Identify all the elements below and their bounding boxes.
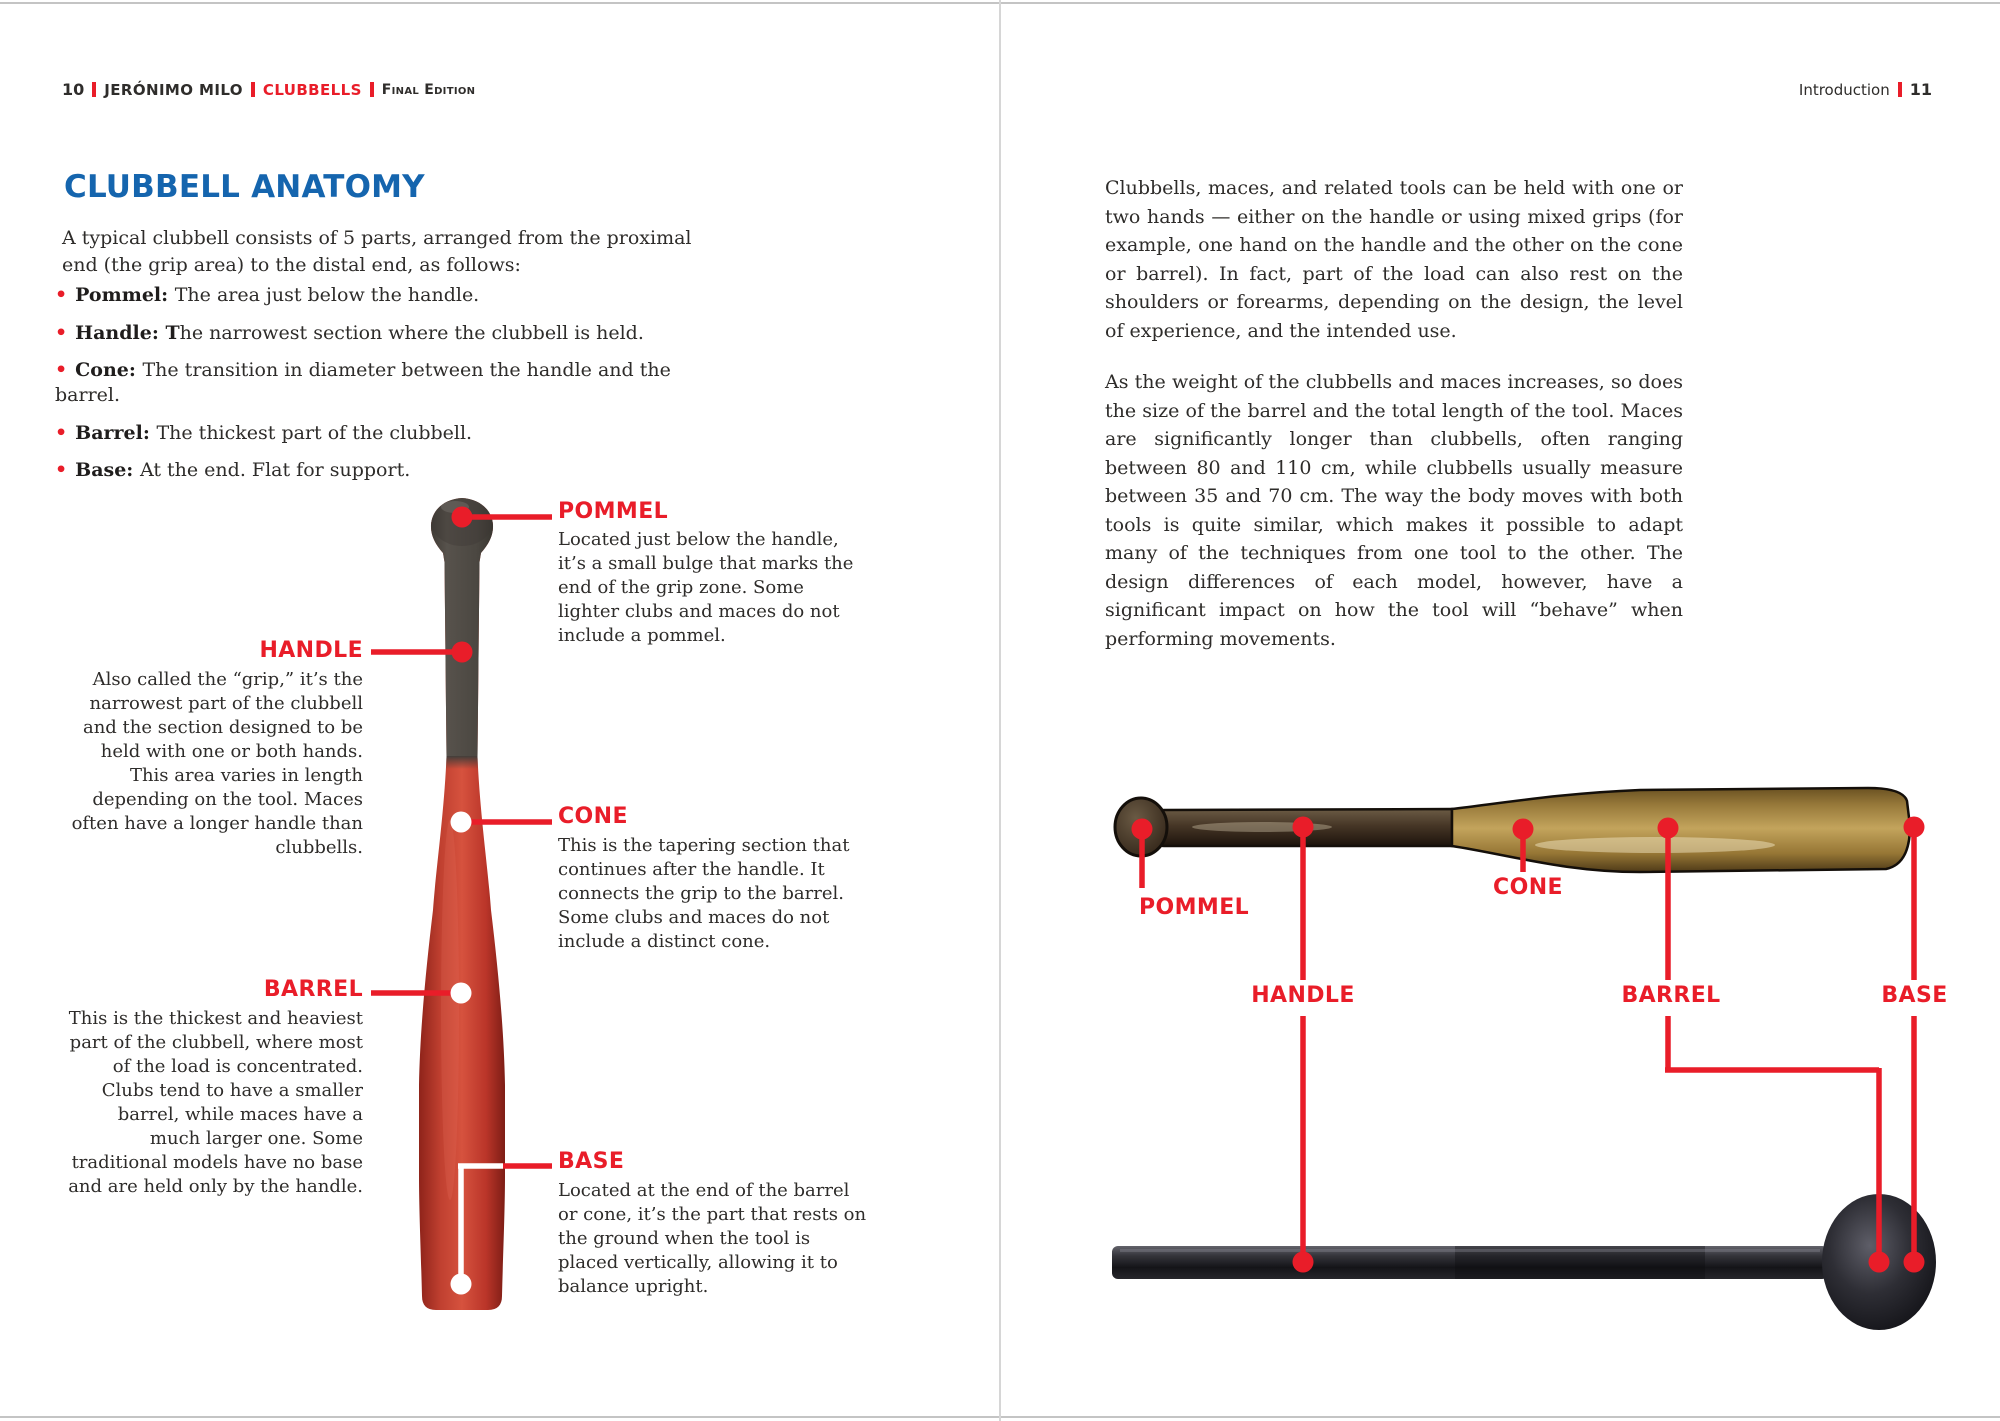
page-number: 11 xyxy=(1909,80,1932,99)
mace-illustrations xyxy=(1000,0,2000,1421)
pommel-connector-dot xyxy=(1132,819,1153,840)
cone-connector-dot xyxy=(451,812,472,833)
base-description: Located at the end of the barrel or cone, it’s the part that rests on the ground when the tool is placed vertically, allowing it to balance upright. xyxy=(558,1180,867,1297)
barrel-connector-dot xyxy=(1658,818,1679,839)
edition-label: Final Edition xyxy=(381,81,476,98)
right-page xyxy=(1000,0,2000,1421)
barrel-description: This is the thickest and heaviest part of the clubbell, where most of the load is concentrated. Clubs tend to have a smaller barrel, while maces have a much larger one. Some traditional models have no base and are held only by the handle. xyxy=(68,1008,363,1197)
cone-description: This is the tapering section that continues after the handle. It connects the grip to the barrel. Some clubs and maces do not include a distinct cone. xyxy=(558,835,850,952)
handle-shaft-dot xyxy=(1293,1252,1314,1273)
section-name: Introduction xyxy=(1798,80,1890,99)
handle-description: Also called the “grip,” it’s the narrowest part of the clubbell and the section designed to be held with one or both hands. This area varies in length depending on the tool. Maces often have a longer handle than clubbells. xyxy=(71,669,363,858)
wooden-club xyxy=(1115,788,1910,872)
barrel-label: BARREL xyxy=(263,977,363,1002)
page-title: CLUBBELL ANATOMY xyxy=(64,168,425,205)
list-item: • Barrel: The thickest part of the clubbell. xyxy=(55,421,735,446)
cone-label: CONE xyxy=(1493,875,1563,900)
pommel-description: Located just below the handle, it’s a small bulge that marks the end of the grip zone. Some lighter clubs and maces do not include a pommel. xyxy=(558,529,854,646)
steel-mace xyxy=(1112,1194,1936,1330)
handle-label: HANDLE xyxy=(259,638,363,663)
clubbell-body xyxy=(415,490,515,1310)
pommel-connector-dot xyxy=(452,507,473,528)
intro-paragraph: A typical clubbell consists of 5 parts, arranged from the proximal end (the grip area) to the distal end, as follows: xyxy=(62,227,692,276)
base-label: BASE xyxy=(558,1149,625,1174)
page-number: 10 xyxy=(62,80,85,99)
handle-connector-dot xyxy=(452,642,473,663)
pommel-label: POMMEL xyxy=(1139,895,1250,920)
barrel-ball-dot xyxy=(1869,1252,1890,1273)
book-title: CLUBBELLS xyxy=(262,80,362,99)
list-item: • Pommel: The area just below the handle. xyxy=(55,283,735,308)
handle-connector-dot xyxy=(1293,817,1314,838)
base-ball-dot xyxy=(1904,1252,1925,1273)
handle-label: HANDLE xyxy=(1251,983,1355,1008)
base-connector-dot xyxy=(451,1274,472,1295)
list-item: • Cone: The transition in diameter between the handle and the barrel. xyxy=(55,358,735,408)
barrel-label: BARREL xyxy=(1621,983,1721,1008)
list-item: • Base: At the end. Flat for support. xyxy=(55,458,735,483)
barrel-connector-dot xyxy=(451,983,472,1004)
body-paragraph: As the weight of the clubbells and maces increases, so does the size of the barrel and the total length of the tool. Maces are significantly longer than clubbells, often ranging between 80 and 110 cm, while clubbells usually measure between 35 and 70 cm. The way the body moves with both tools is quite similar, which makes it possible to adapt many of the techniques from one tool to the other. The design differences of each model, however, have a significant impact on how the tool will “behave” when performing movements. xyxy=(1105,371,1683,650)
cone-label: CONE xyxy=(558,804,628,829)
base-label: BASE xyxy=(1881,983,1948,1008)
pommel-label: POMMEL xyxy=(558,499,669,524)
list-item: • Handle: The narrowest section where the clubbell is held. xyxy=(55,321,735,346)
cone-connector-dot xyxy=(1513,819,1534,840)
body-paragraph: Clubbells, maces, and related tools can be held with one or two hands — either on the handle or using mixed grips (for example, one hand on the handle and the other on the cone or barrel). In fact, part of the load can also rest on the shoulders or forearms, depending on the design, the level of experience, and the intended use. xyxy=(1105,177,1683,342)
author-name: JERÓNIMO MILO xyxy=(104,80,243,99)
base-connector-dot xyxy=(1904,817,1925,838)
